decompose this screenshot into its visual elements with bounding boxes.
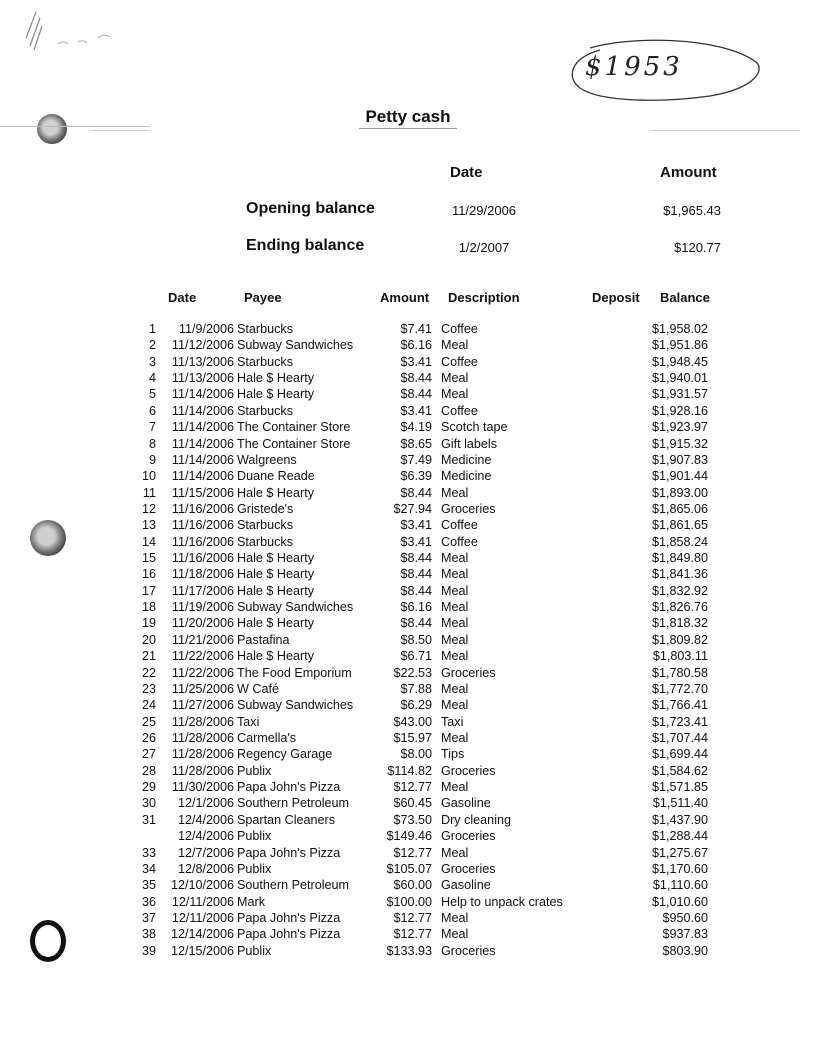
table-row	[0, 321, 816, 337]
row-number: 14	[141, 534, 156, 549]
row-payee: Starbucks	[237, 534, 293, 549]
row-amount: $3.41	[400, 534, 432, 549]
row-description: Groceries	[441, 829, 496, 844]
row-description: Gift labels	[441, 436, 497, 451]
row-balance: $1,907.83	[651, 452, 708, 467]
row-number: 37	[141, 910, 156, 925]
row-description: Gasoline	[441, 878, 491, 893]
row-number: 19	[141, 616, 156, 631]
row-amount: $6.16	[400, 600, 432, 615]
row-balance: $1,915.32	[651, 436, 708, 451]
row-amount: $15.97	[393, 730, 432, 745]
row-number: 25	[141, 714, 156, 729]
table-row	[0, 436, 816, 452]
row-payee: Hale $ Hearty	[237, 371, 314, 386]
table-row	[0, 485, 816, 501]
row-description: Meal	[441, 632, 469, 647]
table-row	[0, 354, 816, 370]
table-row	[0, 550, 816, 566]
row-description: Meal	[441, 616, 469, 631]
row-date: 12/15/2006	[170, 943, 234, 958]
row-balance: $1,571.85	[651, 780, 708, 795]
row-date: 11/16/2006	[171, 501, 234, 516]
row-payee: Starbucks	[237, 322, 293, 336]
row-payee: Carmella's	[237, 730, 297, 745]
row-payee: Starbucks	[237, 354, 293, 369]
table-row	[0, 910, 816, 926]
row-balance: $1,110.60	[652, 878, 708, 893]
row-amount: $60.00	[393, 878, 432, 893]
row-date: 11/17/2006	[171, 583, 234, 598]
table-row	[0, 517, 816, 533]
table-row	[0, 583, 816, 599]
row-date: 11/14/2006	[171, 403, 234, 418]
table-row	[0, 697, 816, 713]
row-balance: $1,849.80	[651, 551, 708, 566]
row-payee: W Café	[237, 681, 279, 696]
row-balance: $1,826.76	[651, 600, 708, 615]
row-number: 22	[141, 665, 156, 680]
row-balance: $1,865.06	[651, 501, 708, 516]
row-number: 4	[148, 371, 156, 386]
row-date: 12/7/2006	[177, 845, 234, 860]
row-date: 11/20/2006	[171, 616, 234, 631]
table-row	[0, 795, 816, 811]
transactions-table	[0, 321, 816, 959]
row-payee: Papa John's Pizza	[237, 910, 341, 925]
row-number: 10	[141, 469, 156, 484]
row-number: 15	[141, 551, 156, 566]
row-date: 11/25/2006	[171, 681, 234, 696]
table-row	[0, 337, 816, 353]
row-payee: Southern Petroleum	[237, 878, 350, 893]
column-header-payee: Payee	[244, 290, 282, 305]
table-row	[0, 943, 816, 959]
column-header-description: Description	[448, 290, 520, 305]
row-balance: $1,723.41	[651, 714, 708, 729]
row-balance: $1,841.36	[651, 567, 708, 582]
column-header-amount: Amount	[380, 290, 430, 305]
row-amount: $8.44	[400, 387, 432, 402]
row-description: Groceries	[441, 763, 496, 778]
row-description: Coffee	[441, 322, 478, 336]
row-number: 20	[141, 632, 156, 647]
row-balance: $1,511.40	[652, 796, 708, 811]
row-amount: $43.00	[393, 714, 432, 729]
page-title	[0, 107, 816, 127]
row-amount: $12.77	[393, 845, 432, 860]
row-description: Meal	[441, 567, 469, 582]
row-balance: $1,584.62	[651, 763, 708, 778]
row-payee: Publix	[237, 829, 272, 844]
table-row	[0, 632, 816, 648]
row-description: Help to unpack crates	[441, 894, 563, 909]
row-payee: Southern Petroleum	[237, 796, 350, 811]
row-date: 11/28/2006	[171, 714, 234, 729]
row-date: 11/14/2006	[171, 436, 234, 451]
row-payee: Regency Garage	[237, 747, 333, 762]
row-number: 26	[141, 730, 156, 745]
row-amount: $8.00	[400, 747, 432, 762]
row-balance: $1,858.24	[651, 534, 708, 549]
row-date: 12/10/2006	[170, 878, 234, 893]
row-amount: $6.39	[400, 469, 432, 484]
row-amount: $8.44	[400, 551, 432, 566]
row-description: Dry cleaning	[441, 812, 511, 827]
row-date: 11/15/2006	[171, 485, 234, 500]
row-payee: The Container Store	[237, 436, 351, 451]
row-payee: Papa John's Pizza	[237, 845, 341, 860]
row-payee: Subway Sandwiches	[237, 600, 354, 615]
row-number: 5	[148, 387, 156, 402]
row-number: 36	[141, 894, 156, 909]
row-amount: $114.82	[387, 763, 432, 778]
row-number: 6	[148, 403, 156, 418]
row-description: Meal	[441, 681, 469, 696]
row-description: Coffee	[441, 534, 478, 549]
handwritten-amount: $1953	[585, 52, 683, 82]
table-row	[0, 419, 816, 435]
table-row	[0, 403, 816, 419]
row-description: Groceries	[441, 943, 496, 958]
row-description: Coffee	[441, 403, 478, 418]
row-number: 27	[141, 747, 156, 762]
table-row	[0, 730, 816, 746]
row-balance: $1,707.44	[651, 730, 708, 745]
row-payee: Duane Reade	[237, 469, 315, 484]
row-payee: Publix	[237, 763, 272, 778]
row-amount: $6.29	[400, 698, 432, 713]
row-description: Taxi	[441, 714, 464, 729]
row-amount: $8.44	[400, 567, 432, 582]
row-description: Meal	[441, 698, 469, 713]
row-description: Coffee	[441, 354, 478, 369]
table-row	[0, 894, 816, 910]
row-date: 11/19/2006	[171, 600, 234, 615]
row-balance: $1,940.01	[651, 371, 708, 386]
row-balance: $1,923.97	[651, 420, 708, 435]
column-header-date: Date	[168, 290, 197, 305]
table-row	[0, 812, 816, 828]
row-balance: $1,893.00	[651, 485, 708, 500]
row-payee: Hale $ Hearty	[237, 567, 314, 582]
row-amount: $22.53	[393, 665, 432, 680]
row-number: 35	[141, 878, 156, 893]
opening-balance-label: Opening balance	[246, 200, 375, 217]
row-amount: $12.77	[393, 780, 432, 795]
row-date: 11/28/2006	[171, 763, 234, 778]
row-balance: $1,772.70	[651, 681, 708, 696]
row-amount: $149.46	[386, 829, 432, 844]
row-payee: The Food Emporium	[237, 665, 352, 680]
table-row	[0, 468, 816, 484]
row-date: 11/13/2006	[171, 354, 234, 369]
table-row	[0, 370, 816, 386]
row-payee: Hale $ Hearty	[237, 649, 314, 664]
row-amount: $3.41	[400, 403, 432, 418]
row-amount: $4.19	[400, 420, 432, 435]
table-row	[0, 501, 816, 517]
row-payee: Taxi	[237, 714, 260, 729]
row-balance: $803.90	[662, 943, 708, 958]
row-balance: $1,699.44	[651, 747, 708, 762]
row-amount: $8.44	[400, 583, 432, 598]
row-description: Medicine	[441, 452, 492, 467]
row-description: Meal	[441, 600, 469, 615]
row-payee: Hale $ Hearty	[237, 485, 314, 500]
opening-balance-date: 11/29/2006	[451, 203, 517, 218]
row-amount: $3.41	[400, 518, 432, 533]
row-balance: $1,803.11	[652, 649, 708, 664]
row-description: Groceries	[441, 501, 496, 516]
row-date: 11/30/2006	[171, 780, 234, 795]
row-date: 11/18/2006	[171, 567, 234, 582]
row-amount: $100.00	[386, 894, 432, 909]
row-amount: $8.44	[400, 485, 432, 500]
row-amount: $7.41	[400, 322, 432, 336]
row-date: 12/11/2006	[171, 910, 234, 925]
row-amount: $105.07	[386, 861, 432, 876]
ending-balance-date: 1/2/2007	[458, 240, 510, 255]
row-description: Gasoline	[441, 796, 491, 811]
row-description: Meal	[441, 730, 469, 745]
row-date: 12/14/2006	[170, 927, 234, 942]
row-balance: $950.60	[662, 910, 708, 925]
row-number: 13	[141, 518, 156, 533]
row-number: 3	[148, 354, 156, 369]
row-payee: Mark	[237, 894, 265, 909]
row-date: 11/16/2006	[171, 518, 234, 533]
row-description: Meal	[441, 649, 469, 664]
row-number: 2	[148, 338, 156, 353]
row-description: Meal	[441, 387, 469, 402]
column-header-deposit: Deposit	[592, 290, 640, 305]
row-number: 9	[148, 452, 156, 467]
row-balance: $1,275.67	[651, 845, 708, 860]
row-number: 24	[141, 698, 156, 713]
row-payee: Walgreens	[237, 452, 297, 467]
row-number: 16	[141, 567, 156, 582]
row-balance: $1,780.58	[651, 665, 708, 680]
row-date: 11/28/2006	[171, 730, 234, 745]
row-date: 12/8/2006	[177, 861, 234, 876]
table-row	[0, 681, 816, 697]
row-amount: $8.44	[400, 616, 432, 631]
row-amount: $7.49	[400, 452, 432, 467]
row-number: 38	[141, 927, 156, 942]
row-description: Tips	[441, 747, 465, 762]
row-payee: Hale $ Hearty	[237, 583, 314, 598]
row-description: Meal	[441, 583, 469, 598]
row-amount: $7.88	[400, 681, 432, 696]
title-rule-right	[650, 130, 800, 131]
row-description: Meal	[441, 845, 469, 860]
row-description: Meal	[441, 927, 469, 942]
row-date: 12/1/2006	[177, 796, 234, 811]
row-balance: $1,901.44	[651, 469, 708, 484]
row-number: 23	[141, 681, 156, 696]
row-date: 11/21/2006	[171, 632, 234, 647]
row-number: 18	[141, 600, 156, 615]
table-row	[0, 779, 816, 795]
row-description: Groceries	[441, 665, 496, 680]
row-amount: $3.41	[400, 354, 432, 369]
row-payee: The Container Store	[237, 420, 351, 435]
row-date: 11/22/2006	[171, 649, 234, 664]
table-row	[0, 452, 816, 468]
row-amount: $8.65	[400, 436, 432, 451]
table-row	[0, 566, 816, 582]
row-amount: $73.50	[393, 812, 432, 827]
row-balance: $1,437.90	[651, 812, 708, 827]
table-row	[0, 926, 816, 942]
page-title-text: Petty cash	[359, 107, 456, 129]
row-amount: $27.94	[393, 501, 432, 516]
summary-amount-header: Amount	[660, 164, 717, 181]
table-row	[0, 648, 816, 664]
row-description: Meal	[441, 780, 469, 795]
row-payee: Papa John's Pizza	[237, 780, 341, 795]
row-balance: $1,010.60	[651, 894, 708, 909]
table-row	[0, 877, 816, 893]
table-row	[0, 845, 816, 861]
table-row	[0, 763, 816, 779]
row-payee: Gristede's	[237, 501, 294, 516]
row-number: 7	[148, 420, 156, 435]
row-amount: $12.77	[393, 910, 432, 925]
row-description: Meal	[441, 551, 469, 566]
table-row	[0, 615, 816, 631]
table-row	[0, 665, 816, 681]
row-description: Medicine	[441, 469, 492, 484]
row-payee: Hale $ Hearty	[237, 387, 314, 402]
row-number: 8	[148, 436, 156, 451]
row-number: 30	[141, 796, 156, 811]
row-number: 21	[141, 649, 156, 664]
title-rule-left	[90, 130, 150, 131]
row-amount: $8.50	[400, 632, 432, 647]
row-date: 11/14/2006	[171, 469, 234, 484]
row-description: Groceries	[441, 861, 496, 876]
column-header-balance: Balance	[660, 290, 710, 305]
row-amount: $60.45	[393, 796, 432, 811]
row-description: Meal	[441, 910, 469, 925]
table-row	[0, 828, 816, 844]
row-payee: Subway Sandwiches	[237, 698, 354, 713]
row-date: 12/11/2006	[171, 894, 234, 909]
row-description: Coffee	[441, 518, 478, 533]
row-balance: $1,861.65	[651, 518, 708, 533]
row-description: Meal	[441, 485, 469, 500]
row-balance: $1,766.41	[651, 698, 708, 713]
table-row	[0, 714, 816, 730]
row-balance: $1,951.86	[651, 338, 708, 353]
opening-balance-amount: $1,965.43	[663, 203, 721, 218]
row-number: 31	[141, 812, 156, 827]
row-date: 11/12/2006	[171, 338, 234, 353]
row-payee: Papa John's Pizza	[237, 927, 341, 942]
table-row	[0, 861, 816, 877]
row-payee: Pastafina	[237, 632, 290, 647]
row-number: 29	[141, 780, 156, 795]
row-date: 11/16/2006	[171, 534, 234, 549]
row-number: 28	[141, 763, 156, 778]
row-date: 11/14/2006	[171, 387, 234, 402]
row-balance: $1,288.44	[651, 829, 708, 844]
row-payee: Hale $ Hearty	[237, 616, 314, 631]
row-number: 12	[141, 501, 156, 516]
row-number: 11	[142, 485, 156, 500]
table-row	[0, 746, 816, 762]
row-amount: $12.77	[393, 927, 432, 942]
row-balance: $1,809.82	[651, 632, 708, 647]
table-row	[0, 599, 816, 615]
row-payee: Publix	[237, 861, 272, 876]
row-number: 33	[141, 845, 156, 860]
row-payee: Publix	[237, 943, 272, 958]
row-date: 11/14/2006	[171, 452, 234, 467]
row-balance: $1,931.57	[651, 387, 708, 402]
row-balance: $1,818.32	[651, 616, 708, 631]
row-payee: Spartan Cleaners	[237, 812, 336, 827]
row-date: 11/22/2006	[171, 665, 234, 680]
row-balance: $1,170.60	[651, 861, 708, 876]
row-amount: $6.71	[400, 649, 432, 664]
row-number: 34	[141, 861, 156, 876]
row-number: 39	[141, 943, 156, 958]
row-amount: $133.93	[386, 943, 432, 958]
row-description: Scotch tape	[441, 420, 508, 435]
table-row	[0, 534, 816, 550]
table-row	[0, 386, 816, 402]
row-description: Meal	[441, 338, 469, 353]
row-payee: Starbucks	[237, 403, 293, 418]
row-balance: $1,928.16	[651, 403, 708, 418]
row-date: 12/4/2006	[177, 812, 234, 827]
row-date: 11/16/2006	[171, 551, 234, 566]
row-payee: Hale $ Hearty	[237, 551, 314, 566]
row-number: 1	[148, 322, 156, 336]
ending-balance-amount: $120.77	[674, 240, 721, 255]
row-description: Meal	[441, 371, 469, 386]
row-balance: $937.83	[662, 927, 708, 942]
summary-date-header: Date	[450, 164, 483, 181]
scan-scribble-mark	[18, 8, 138, 60]
row-date: 11/27/2006	[171, 698, 234, 713]
row-date: 11/14/2006	[171, 420, 234, 435]
row-amount: $8.44	[400, 371, 432, 386]
row-amount: $6.16	[400, 338, 432, 353]
row-payee: Subway Sandwiches	[237, 338, 354, 353]
ending-balance-label: Ending balance	[246, 237, 365, 254]
row-balance: $1,958.02	[651, 322, 708, 336]
row-number: 17	[141, 583, 156, 598]
row-date: 11/13/2006	[171, 371, 234, 386]
row-date: 12/4/2006	[177, 829, 234, 844]
row-balance: $1,832.92	[651, 583, 708, 598]
row-date: 11/28/2006	[171, 747, 234, 762]
row-date: 11/9/2006	[178, 322, 234, 336]
row-payee: Starbucks	[237, 518, 293, 533]
row-balance: $1,948.45	[651, 354, 708, 369]
